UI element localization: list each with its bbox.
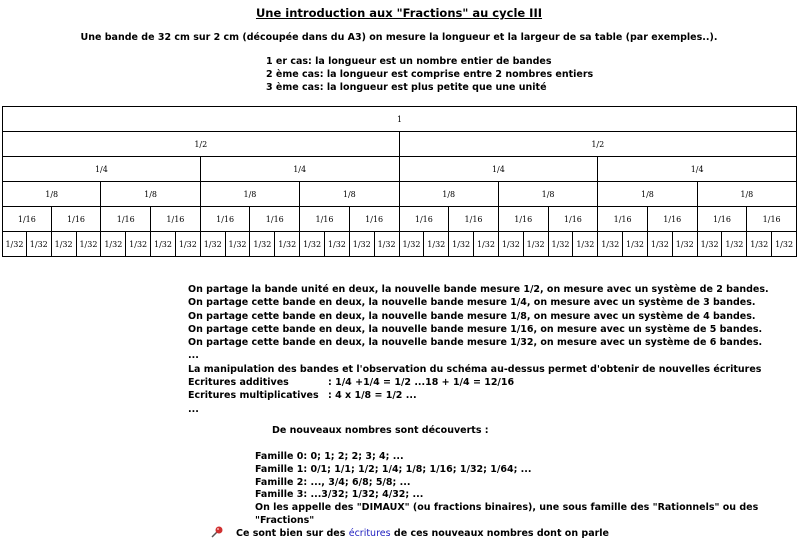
band-cell: 1/16 [449,207,499,232]
band-cell: 1/32 [52,232,77,257]
band-cell: 1/32 [549,232,574,257]
band-cell: 1/8 [300,182,399,207]
band-cell: 1/8 [201,182,300,207]
band-cell: 1/16 [747,207,797,232]
final-text-after: de ces nouveaux nombres dont on parle [393,528,609,539]
band-cell: 1/16 [101,207,151,232]
fraction-bands-table [2,106,797,257]
band-cell: 1/32 [77,232,102,257]
band-cell: 1/8 [698,182,797,207]
band-cell: 1/32 [176,232,201,257]
band-row [2,157,797,182]
band-row [2,232,797,257]
band-cell: 1/16 [250,207,300,232]
multiplicative-value: : 4 x 1/8 = 1/2 ... [328,390,417,402]
band-cell: 1/32 [573,232,598,257]
band-cell: 1/16 [598,207,648,232]
intro-text: Une bande de 32 cm sur 2 cm (découpée dans du A3) on mesure la longueur et la largeur de sa table (par exemples..). [80,32,718,43]
explanation-text [188,283,769,416]
additive-value: : 1/4 +1/4 = 1/2 ...18 + 1/4 = 12/16 [328,377,515,389]
additive-line [188,376,769,389]
band-cell: 1/16 [648,207,698,232]
band-cell: 1/8 [499,182,598,207]
band-cell: 1/32 [350,232,375,257]
band-cell: 1/16 [400,207,450,232]
band-cell: 1/32 [300,232,325,257]
band-cell: 1/2 [2,132,400,157]
ecritures-link[interactable]: écritures [348,528,391,539]
pushpin-icon [210,526,224,541]
band-cell: 1/16 [698,207,748,232]
final-text-before: Ce sont bien sur des [236,528,346,539]
band-cell: 1/32 [747,232,772,257]
multiplicative-line [188,389,769,402]
band-row [2,207,797,232]
band-cell: 1/32 [126,232,151,257]
band-cell: 1/32 [598,232,623,257]
band-cell: 1/16 [300,207,350,232]
band-cell: 1/32 [449,232,474,257]
band-cell: 1/16 [2,207,52,232]
case-item: 1 er cas: la longueur est un nombre entier de bandes [266,56,552,67]
band-cell: 1/32 [424,232,449,257]
step-line: On partage cette bande en deux, la nouvelle bande mesure 1/8, on mesure avec un système de 4 bandes. [188,310,756,322]
band-cell: 1/8 [2,182,101,207]
band-cell: 1/32 [474,232,499,257]
band-cell: 1/32 [375,232,400,257]
band-cell: 1/32 [673,232,698,257]
family-line: Famille 1: 0/1; 1/1; 1/2; 1/4; 1/8; 1/16; 1/32; 1/64; ... [255,463,532,475]
band-cell: 1/4 [400,157,599,182]
band-cell: 1/4 [201,157,400,182]
case-item: 2 ème cas: la longueur est comprise entre 2 nombres entiers [266,69,594,80]
band-cell: 1/32 [101,232,126,257]
case-item: 3 ème cas: la longueur est plus petite que une unité [266,82,547,93]
step-line: On partage cette bande en deux, la nouvelle bande mesure 1/16, on mesure avec un système de 5 bandes. [188,323,763,335]
band-row [2,132,797,157]
band-cell: 1/32 [151,232,176,257]
band-cell: 1/8 [101,182,200,207]
band-cell: 1/32 [499,232,524,257]
band-cell: 1/4 [598,157,797,182]
band-cell: 1/32 [698,232,723,257]
family-line: Famille 0: 0; 1; 2; 2; 3; 4; ... [255,451,404,462]
family-line: On les appelle des "DIMAUX" (ou fractions binaires), une sous famille des "Rationnels" ou des "Fractions" [255,502,759,526]
band-cell: 1/8 [598,182,697,207]
additive-label: Ecritures additives [188,377,289,389]
band-row [2,106,797,132]
band-cell: 1/32 [201,232,226,257]
ellipsis: ... [188,350,199,362]
band-cell: 1/32 [722,232,747,257]
step-line: On partage la bande unité en deux, la nouvelle bande mesure 1/2, on mesure avec un système de 2 bandes. [188,284,769,295]
manipulation-text: La manipulation des bandes et l'observation du schéma au-dessus permet d'obtenir de nouvelles écritures [188,363,762,375]
discovered-heading: De nouveaux nombres sont découverts : [272,425,489,436]
band-cell: 1 [2,106,797,132]
page-title: Une introduction aux "Fractions" au cycle III [255,6,543,20]
band-cell: 1/32 [623,232,648,257]
cases-list [266,55,593,94]
band-cell: 1/32 [275,232,300,257]
family-line: Famille 3: ...3/32; 1/32; 4/32; ... [255,489,424,501]
band-cell: 1/32 [772,232,797,257]
band-cell: 1/32 [27,232,52,257]
band-cell: 1/16 [549,207,599,232]
band-cell: 1/32 [250,232,275,257]
band-cell: 1/2 [400,132,798,157]
band-cell: 1/8 [400,182,499,207]
band-cell: 1/16 [151,207,201,232]
band-cell: 1/16 [201,207,251,232]
step-line: On partage cette bande en deux, la nouvelle bande mesure 1/32, on mesure avec un système de 6 bandes. [188,337,763,349]
band-cell: 1/16 [499,207,549,232]
band-cell: 1/16 [52,207,102,232]
step-line: On partage cette bande en deux, la nouvelle bande mesure 1/4, on mesure avec un système de 3 bandes. [188,297,756,309]
band-cell: 1/32 [648,232,673,257]
ellipsis: ... [188,403,199,415]
band-cell: 1/32 [325,232,350,257]
band-row [2,182,797,207]
band-cell: 1/32 [400,232,425,257]
families-list [255,451,798,528]
final-line [210,526,609,541]
band-cell: 1/32 [2,232,27,257]
band-cell: 1/4 [2,157,201,182]
multiplicative-label: Ecritures multiplicatives [188,390,319,402]
band-cell: 1/16 [350,207,400,232]
family-line: Famille 2: ..., 3/4; 6/8; 5/8; ... [255,476,411,488]
band-cell: 1/32 [524,232,549,257]
band-cell: 1/32 [226,232,251,257]
